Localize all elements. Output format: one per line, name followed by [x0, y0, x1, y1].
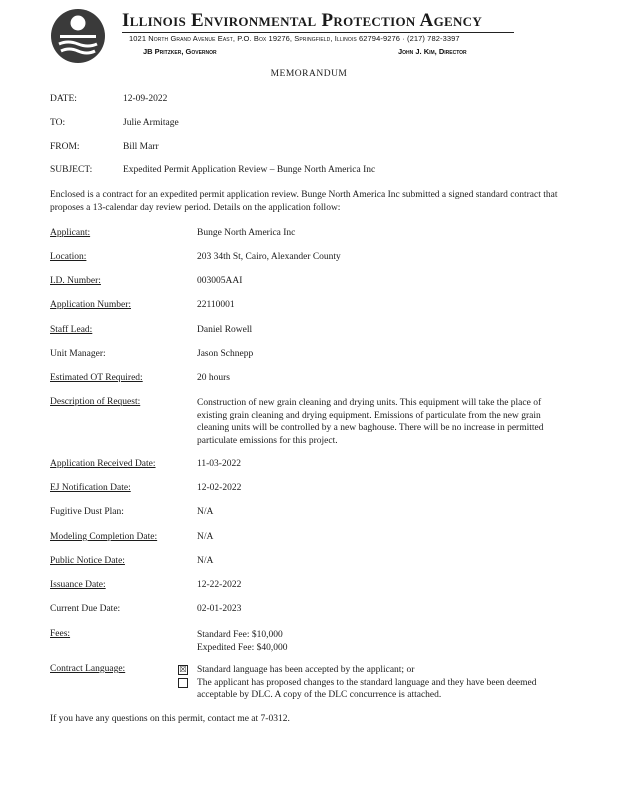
from-label: FROM:	[50, 142, 80, 152]
staff-lead-value: Daniel Rowell	[197, 325, 253, 335]
fugitive-dust-value: N/A	[197, 507, 214, 517]
received-date-label: Application Received Date:	[50, 459, 156, 469]
memo-title: MEMORANDUM	[270, 69, 348, 79]
fees-label: Fees:	[50, 629, 71, 639]
agency-address: 1021 North Grand Avenue East, P.O. Box 19276, Springfield, Illinois 62794-9276 · (217) 782-3397	[129, 34, 460, 43]
description-label: Description of Request:	[50, 397, 141, 407]
received-date-value: 11-03-2022	[197, 459, 241, 469]
to-value: Julie Armitage	[123, 118, 179, 128]
location-label: Location:	[50, 252, 87, 262]
contract-option-label: The applicant has proposed changes to the standard language and they have been deemed acceptable by DLC. A copy of the DLC concurrence is attached.	[197, 678, 537, 701]
governor-name: JB Pritzker, Governor	[143, 47, 217, 56]
director-name: John J. Kim, Director	[398, 47, 467, 56]
id-number-value: 003005AAI	[197, 276, 243, 286]
application-number-value: 22110001	[197, 300, 235, 310]
subject-value: Expedited Permit Application Review – Bunge North America Inc	[123, 165, 376, 175]
expedited-fee: Expedited Fee: $40,000	[197, 642, 288, 653]
applicant-value: Bunge North America Inc	[197, 228, 296, 238]
applicant-label: Applicant:	[50, 228, 91, 238]
date-value: 12-09-2022	[123, 94, 168, 104]
unit-manager-value: Jason Schnepp	[197, 349, 254, 359]
public-notice-value: N/A	[197, 556, 214, 566]
date-label: DATE:	[50, 94, 77, 104]
standard-fee: Standard Fee: $10,000	[197, 630, 283, 640]
closing-line: If you have any questions on this permit, contact me at 7-0312.	[50, 714, 290, 724]
agency-seal-icon	[50, 8, 106, 64]
estimated-ot-value: 20 hours	[197, 373, 230, 383]
to-label: TO:	[50, 118, 66, 128]
application-number-label: Application Number:	[50, 300, 131, 310]
modeling-label: Modeling Completion Date:	[50, 532, 158, 542]
subject-label: SUBJECT:	[50, 165, 93, 175]
modeling-value: N/A	[197, 532, 214, 542]
contract-language-label: Contract Language:	[50, 664, 126, 674]
ej-date-value: 12-02-2022	[197, 483, 242, 493]
id-number-label: I.D. Number:	[50, 276, 101, 286]
agency-name: Illinois Environmental Protection Agency	[122, 10, 483, 31]
letterhead-rule	[122, 32, 514, 33]
fugitive-dust-label: Fugitive Dust Plan:	[50, 507, 124, 517]
description-value: Construction of new grain cleaning and drying units. This equipment will take the place of existing grain cleaning and drying equipment. Emissions of particulate from the new grain cleaning units will be controlled by a new baghouse. There will be no increase in permitted particulate emissions for this project.	[197, 398, 544, 446]
estimated-ot-label: Estimated OT Required:	[50, 373, 143, 383]
issuance-label: Issuance Date:	[50, 580, 106, 590]
contract-option-label: Standard language has been accepted by the applicant; or	[197, 665, 415, 675]
staff-lead-label: Staff Lead:	[50, 325, 93, 335]
checked-checkbox-icon[interactable]: ☒	[179, 665, 187, 674]
issuance-value: 12-22-2022	[197, 580, 242, 590]
public-notice-label: Public Notice Date:	[50, 556, 125, 566]
from-value: Bill Marr	[123, 142, 159, 152]
due-date-label: Current Due Date:	[50, 604, 121, 614]
unchecked-checkbox-icon[interactable]	[178, 678, 188, 688]
fees-value	[197, 629, 288, 654]
due-date-value: 02-01-2023	[197, 604, 242, 614]
ej-date-label: EJ Notification Date:	[50, 483, 131, 493]
unit-manager-label: Unit Manager:	[50, 349, 106, 359]
location-value: 203 34th St, Cairo, Alexander County	[197, 252, 341, 262]
intro-paragraph: Enclosed is a contract for an expedited permit application review. Bunge North America Inc submitted a signed standard contract that proposes a 13-calendar day review period. Details on the application follow:	[50, 190, 558, 213]
